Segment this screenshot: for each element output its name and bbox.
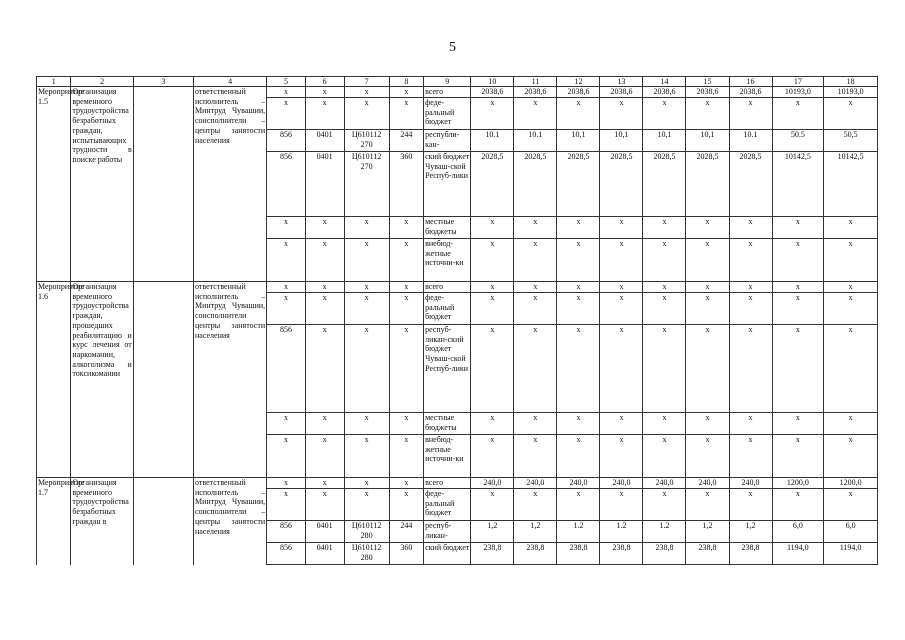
amount-cell: x [643,489,686,521]
funding-source-cell: феде-ральный бюджет [424,293,471,325]
amount-cell: x [514,217,557,239]
amount-cell: x [471,98,514,130]
grbs-code-cell: x [267,413,306,435]
amount-cell: x [557,489,600,521]
amount-cell: x [729,282,772,293]
amount-cell: x [772,489,824,521]
executor-cell: ответственный исполнитель – Минтруд Чувашии, соисполнители центры занятости населения [194,282,267,478]
column-header: 3 [133,77,193,87]
section-code-cell: x [305,413,344,435]
amount-cell: 1200,0 [824,478,878,489]
funding-source-cell: ский бюджет [424,543,471,565]
amount-cell: x [471,413,514,435]
expense-type-cell: x [389,325,423,413]
amount-cell: 2038,6 [471,87,514,98]
measure-cell: Мероприятие 1.7 [37,478,71,565]
amount-cell: x [729,98,772,130]
amount-cell: x [514,413,557,435]
column-header: 18 [824,77,878,87]
amount-cell: x [643,217,686,239]
column-header: 15 [686,77,729,87]
expense-type-cell: x [389,413,423,435]
grbs-code-cell: x [267,87,306,98]
amount-cell: x [471,435,514,478]
expense-type-cell: 360 [389,543,423,565]
amount-cell: x [729,435,772,478]
target-article-cell: Ц610112 280 [344,521,389,543]
amount-cell: x [824,325,878,413]
amount-cell: 2028,5 [471,152,514,217]
amount-cell: x [772,435,824,478]
amount-cell: 240,0 [643,478,686,489]
amount-cell: x [471,217,514,239]
expense-type-cell: x [389,239,423,282]
amount-cell: 2028,5 [600,152,643,217]
amount-cell: 10193,0 [824,87,878,98]
amount-cell: 10.1 [729,130,772,152]
table-row [37,87,878,98]
amount-cell: x [824,217,878,239]
amount-cell: 10.1 [514,130,557,152]
amount-cell: 10,1 [557,130,600,152]
empty-cell [133,478,193,565]
amount-cell: x [514,239,557,282]
grbs-code-cell: 856 [267,543,306,565]
grbs-code-cell: 856 [267,521,306,543]
table-row [37,478,878,489]
amount-cell: x [514,489,557,521]
section-code-cell: x [305,435,344,478]
amount-cell: 1,2 [729,521,772,543]
expense-type-cell: 360 [389,152,423,217]
amount-cell: x [643,325,686,413]
amount-cell: x [729,325,772,413]
empty-cell [133,87,193,282]
amount-cell: 1,2 [514,521,557,543]
amount-cell: x [643,282,686,293]
amount-cell: x [643,239,686,282]
amount-cell: 2038,6 [557,87,600,98]
amount-cell: 240,0 [686,478,729,489]
executor-cell: ответственный исполнитель – Минтруд Чувашии, соисполнители – центры занятости населения [194,478,267,565]
measure-name-cell: Организация временного трудоустройства безработных граждан в [71,478,133,565]
target-article-cell: Ц610112 270 [344,130,389,152]
grbs-code-cell: 856 [267,325,306,413]
expense-type-cell: x [389,478,423,489]
amount-cell: x [600,239,643,282]
funding-source-cell: респуб-ликан-ский бюджет Чуваш-ской Респуб-лики [424,325,471,413]
amount-cell: 238,8 [600,543,643,565]
amount-cell: x [824,413,878,435]
amount-cell: x [686,325,729,413]
amount-cell: 50,5 [824,130,878,152]
section-code-cell: x [305,98,344,130]
amount-cell: x [686,413,729,435]
amount-cell: x [557,239,600,282]
column-header: 6 [305,77,344,87]
amount-cell: 238,8 [557,543,600,565]
amount-cell: 10.1 [471,130,514,152]
executor-cell: ответственный исполнитель – Минтруд Чувашии, соисполнители – центры занятости населения [194,87,267,282]
grbs-code-cell: x [267,282,306,293]
amount-cell: 1.2 [557,521,600,543]
expense-type-cell: x [389,87,423,98]
section-code-cell: x [305,489,344,521]
section-code-cell: x [305,325,344,413]
amount-cell: x [729,217,772,239]
grbs-code-cell: x [267,478,306,489]
column-header: 13 [600,77,643,87]
amount-cell: 1,2 [471,521,514,543]
target-article-cell: x [344,325,389,413]
amount-cell: x [729,413,772,435]
amount-cell: x [471,293,514,325]
amount-cell: x [600,489,643,521]
expense-type-cell: x [389,489,423,521]
amount-cell: x [772,282,824,293]
amount-cell: x [772,98,824,130]
amount-cell: 240,0 [471,478,514,489]
funding-source-cell: феде-ральный бюджет [424,98,471,130]
amount-cell: 240,0 [729,478,772,489]
column-header: 17 [772,77,824,87]
amount-cell: 2028,5 [514,152,557,217]
grbs-code-cell: 856 [267,130,306,152]
grbs-code-cell: x [267,98,306,130]
amount-cell: x [557,293,600,325]
table-row [37,282,878,293]
section-code-cell: 0401 [305,152,344,217]
section-code-cell: x [305,239,344,282]
amount-cell: x [772,217,824,239]
target-article-cell: x [344,87,389,98]
expense-type-cell: x [389,282,423,293]
grbs-code-cell: 856 [267,152,306,217]
amount-cell: 238,8 [471,543,514,565]
amount-cell: 2028,5 [729,152,772,217]
amount-cell: x [772,325,824,413]
section-code-cell: x [305,87,344,98]
expense-type-cell: x [389,435,423,478]
amount-cell: 238,8 [729,543,772,565]
budget-table [36,76,878,565]
target-article-cell: x [344,413,389,435]
amount-cell: 2038,6 [729,87,772,98]
amount-cell: 240,0 [514,478,557,489]
amount-cell: x [600,325,643,413]
amount-cell: x [824,239,878,282]
amount-cell: x [471,489,514,521]
funding-source-cell: всего [424,87,471,98]
funding-source-cell: республи-кан- [424,130,471,152]
target-article-cell: x [344,435,389,478]
amount-cell: 238,8 [643,543,686,565]
amount-cell: x [514,98,557,130]
amount-cell: 2028,5 [643,152,686,217]
target-article-cell: Ц610112 270 [344,152,389,217]
amount-cell: 10,1 [600,130,643,152]
amount-cell: 1.2 [643,521,686,543]
amount-cell: x [514,293,557,325]
section-code-cell: 0401 [305,130,344,152]
expense-type-cell: x [389,293,423,325]
amount-cell: 2038,6 [600,87,643,98]
amount-cell: 1,2 [686,521,729,543]
target-article-cell: x [344,217,389,239]
amount-cell: x [557,413,600,435]
amount-cell: x [514,325,557,413]
amount-cell: 238,8 [514,543,557,565]
amount-cell: 10142,5 [772,152,824,217]
amount-cell: x [729,239,772,282]
section-code-cell: x [305,293,344,325]
amount-cell: x [471,239,514,282]
funding-source-cell: местные бюджеты [424,217,471,239]
amount-cell: x [824,293,878,325]
section-code-cell: x [305,478,344,489]
column-header: 2 [71,77,133,87]
column-number-row [37,77,878,87]
target-article-cell: Ц610112 280 [344,543,389,565]
amount-cell: x [600,282,643,293]
funding-source-cell: внебюд-жетные источни-ки [424,239,471,282]
amount-cell: x [643,293,686,325]
funding-source-cell: ский бюджет Чуваш-ской Респуб-лики [424,152,471,217]
amount-cell: x [824,282,878,293]
amount-cell: x [729,293,772,325]
column-header: 16 [729,77,772,87]
amount-cell: x [824,435,878,478]
amount-cell: 240,0 [557,478,600,489]
amount-cell: x [557,217,600,239]
amount-cell: x [643,98,686,130]
grbs-code-cell: x [267,239,306,282]
measure-name-cell: Организация временного трудоустройства граждан, прошедших реабилитацию и курс лечения от наркомании, алкоголизма и токсикомании [71,282,133,478]
amount-cell: x [643,435,686,478]
column-header: 9 [424,77,471,87]
column-header: 12 [557,77,600,87]
target-article-cell: x [344,489,389,521]
page-number: 5 [449,40,456,55]
target-article-cell: x [344,98,389,130]
amount-cell: x [686,489,729,521]
column-header: 14 [643,77,686,87]
amount-cell: x [686,435,729,478]
amount-cell: 2028,5 [557,152,600,217]
amount-cell: 1.2 [600,521,643,543]
amount-cell: x [600,293,643,325]
funding-source-cell: местные бюджеты [424,413,471,435]
section-code-cell: 0401 [305,521,344,543]
column-header: 7 [344,77,389,87]
section-code-cell: x [305,217,344,239]
funding-source-cell: всего [424,478,471,489]
grbs-code-cell: x [267,293,306,325]
amount-cell: 10142,5 [824,152,878,217]
column-header: 11 [514,77,557,87]
amount-cell: 238,8 [686,543,729,565]
funding-source-cell: всего [424,282,471,293]
amount-cell: 2038,6 [643,87,686,98]
amount-cell: x [514,282,557,293]
amount-cell: 6,0 [772,521,824,543]
amount-cell: x [643,413,686,435]
amount-cell: x [471,282,514,293]
expense-type-cell: x [389,217,423,239]
amount-cell: 1200,0 [772,478,824,489]
grbs-code-cell: x [267,489,306,521]
amount-cell: 1194,0 [824,543,878,565]
amount-cell: x [686,282,729,293]
amount-cell: x [686,293,729,325]
amount-cell: 1194,0 [772,543,824,565]
amount-cell: x [824,98,878,130]
amount-cell: x [471,325,514,413]
amount-cell: x [557,282,600,293]
amount-cell: 2038,6 [514,87,557,98]
amount-cell: x [557,98,600,130]
amount-cell: x [600,98,643,130]
target-article-cell: x [344,282,389,293]
amount-cell: 10193,0 [772,87,824,98]
funding-source-cell: внебюд-жетные источни-ки [424,435,471,478]
amount-cell: 2028,5 [686,152,729,217]
measure-name-cell: Организация временного трудоустройства безработных граждан, испытывающих трудности в поиске работы [71,87,133,282]
amount-cell: x [557,435,600,478]
target-article-cell: x [344,293,389,325]
section-code-cell: x [305,282,344,293]
column-header: 8 [389,77,423,87]
empty-cell [133,282,193,478]
column-header: 5 [267,77,306,87]
amount-cell: x [824,489,878,521]
amount-cell: 10,1 [686,130,729,152]
amount-cell: x [600,217,643,239]
amount-cell: x [514,435,557,478]
amount-cell: x [600,435,643,478]
expense-type-cell: 244 [389,521,423,543]
amount-cell: x [772,293,824,325]
amount-cell: x [557,325,600,413]
amount-cell: 10,1 [643,130,686,152]
amount-cell: x [686,217,729,239]
funding-source-cell: феде-ральный бюджет [424,489,471,521]
amount-cell: x [772,239,824,282]
target-article-cell: x [344,478,389,489]
section-code-cell: 0401 [305,543,344,565]
amount-cell: 6,0 [824,521,878,543]
funding-source-cell: респуб-ликан- [424,521,471,543]
amount-cell: 50.5 [772,130,824,152]
target-article-cell: x [344,239,389,282]
amount-cell: x [772,413,824,435]
amount-cell: x [686,239,729,282]
grbs-code-cell: x [267,217,306,239]
measure-cell: Мероприятие 1.6 [37,282,71,478]
measure-cell: Мероприятие 1.5 [37,87,71,282]
amount-cell: 2038,6 [686,87,729,98]
amount-cell: x [686,98,729,130]
column-header: 10 [471,77,514,87]
amount-cell: x [600,413,643,435]
amount-cell: x [729,489,772,521]
expense-type-cell: 244 [389,130,423,152]
column-header: 4 [194,77,267,87]
column-header: 1 [37,77,71,87]
grbs-code-cell: x [267,435,306,478]
expense-type-cell: x [389,98,423,130]
amount-cell: 240,0 [600,478,643,489]
